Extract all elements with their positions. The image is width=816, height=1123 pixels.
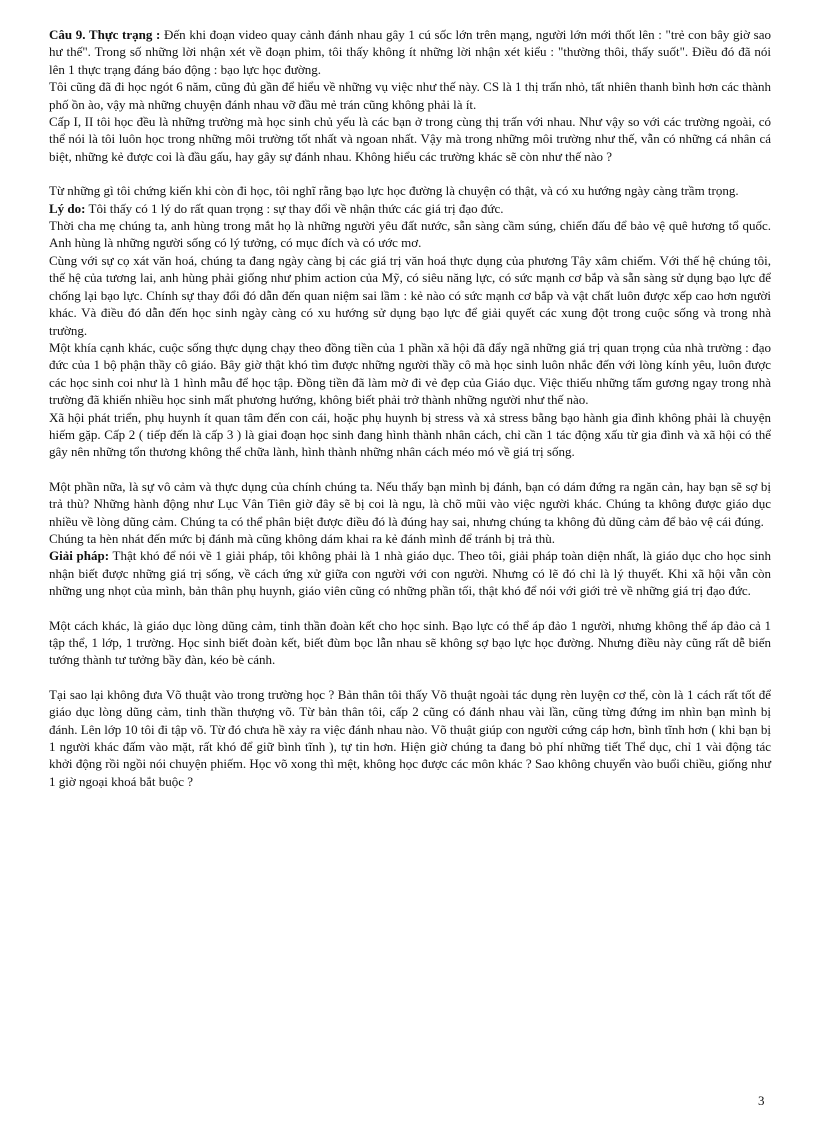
spacer — [49, 669, 771, 686]
paragraph: Chúng ta hèn nhát đến mức bị đánh mà cũng không dám khai ra kẻ đánh mình để tránh bị trả thù. — [49, 530, 555, 546]
paragraph-text: Đến khi đoạn video quay cảnh đánh nhau gây 1 cú sốc lớn trên mạng, người lớn mới thốt lên : "trẻ con bây giờ sao hư thế". Trong số những lời nhận xét về đoạn phim, tôi thấy không ít những lời nhận xét kiểu : "thường thôi, thấy suốt". Điều đó đã nói lên 1 thực trạng đáng báo động : bạo lực học đường. — [49, 27, 771, 77]
paragraph: Cấp I, II tôi học đều là những trường mà học sinh chủ yếu là các bạn ở trong cùng thị trấn với nhau. Như vậy so với các trường ngoài, có thể nói là tôi luôn học trong những môi trường tốt nhất và ngoan nhất. Vậy mà trong những môi trường như thế, vẫn có những cá nhân cá biệt, những kẻ được coi là đầu gấu, hay gây sự đánh nhau. Không hiểu các trường khác sẽ còn như thế nào ? — [49, 114, 771, 164]
paragraph-current-situation — [49, 26, 771, 78]
spacer — [49, 600, 771, 617]
label-current-situation: Câu 9. Thực trạng : — [49, 27, 161, 42]
label-solution: Giải pháp: — [49, 548, 110, 564]
spacer — [49, 165, 771, 182]
paragraph: Tôi cũng đã đi học ngót 6 năm, cũng đủ gần để hiểu về những vụ việc như thế này. CS là 1 thị trấn nhỏ, tất nhiên thanh bình hơn các thành phố ồn ào, vậy mà những chuyện đánh nhau vỡ đầu mẻ trán cũng không phải là ít. — [49, 79, 771, 112]
document-body — [49, 26, 771, 790]
paragraph: Cùng với sự cọ xát văn hoá, chúng ta đang ngày càng bị các giá trị văn hoá thực dụng của phương Tây xâm chiếm. Với thế hệ chúng tôi, thế hệ của tương lai, anh hùng phải giống như phim action của Mỹ, có siêu năng lực, có sức mạnh cơ bắp và sẵn sàng sử dụng bạo lực để chống lại bạo lực. Chính sự thay đổi đó dẫn đến quan niệm sai lầm : kẻ nào có sức mạnh cơ bắp và vật chất luôn được xếp cao hơn người khác. Và điều đó dẫn đến học sinh ngày càng có xu hướng sử dụng bạo lực để giải quyết các xung đột trong cuộc sống và trong nhà trường. — [49, 252, 771, 338]
paragraph: Từ những gì tôi chứng kiến khi còn đi học, tôi nghĩ rằng bạo lực học đường là chuyện có thật, và có xu hướng ngày càng trầm trọng. — [49, 183, 739, 199]
label-reason: Lý do: — [49, 200, 86, 216]
paragraph: Xã hội phát triển, phụ huynh ít quan tâm đến con cái, hoặc phụ huynh bị stress và xả stress bằng bạo hành gia đình không phải là chuyện hiếm gặp. Cấp 2 ( tiếp đến là cấp 3 ) là giai đoạn học sinh đang hình thành nhân cách, chỉ cần 1 tác động xấu từ gia đình và xã hội có thể gây nên những tổn thương không thể chữa lành, hình thành những nhân cách méo mó về giá trị sống. — [49, 409, 771, 460]
paragraph: Tại sao lại không đưa Võ thuật vào trong trường học ? Bản thân tôi thấy Võ thuật ngoài tác dụng rèn luyện cơ thể, còn là 1 cách rất tốt để giáo dục lòng dũng cảm, tinh thần thượng võ. Từ bản thân tôi, cấp 2 cũng có đánh nhau vài lần, cũng từng đứng im nhìn bạn mình bị đánh. Lên lớp 10 tôi đi tập võ. Từ đó chưa hề xảy ra việc đánh nhau nào. Võ thuật giúp con người cứng cáp hơn, bình tĩnh hơn ( khi bạn bị 1 người khác đấm vào mặt, rất khó để giữ bình tĩnh ), tự tin hơn. Hiện giờ chúng ta đang bỏ phí những tiết Thể dục, chỉ 1 vài động tác khởi động rồi ngồi nói chuyện phiếm. Học võ xong thì mệt, không học được các môn khác ? Sao không chuyển vào buổi chiều, giống như 1 giờ ngoại khoá bắt buộc ? — [49, 686, 771, 789]
spacer — [49, 461, 771, 478]
paragraph-text: Tôi thấy có 1 lý do rất quan trọng : sự thay đổi về nhận thức các giá trị đạo đức. — [85, 200, 504, 216]
paragraph-solution — [49, 547, 771, 599]
paragraph-text: Thật khó để nói về 1 giải pháp, tôi không phải là 1 nhà giáo dục. Theo tôi, giải pháp toàn diện nhất, là giáo dục cho học sinh nhận biết được những giá trị sống, về cách ứng xử giữa con người với con người. Nhưng có lẽ đó chỉ là lý thuyết. Khi xã hội vẫn còn những ung nhọt của mình, bản thân phụ huynh, giáo viên cũng có những phần tối, thật khó để nói với giới trẻ về những giá trị đạo đức. — [49, 548, 771, 599]
page-number: 3 — [758, 1093, 765, 1108]
paragraph-reason — [49, 200, 771, 217]
paragraph: Một phần nữa, là sự vô cảm và thực dụng của chính chúng ta. Nếu thấy bạn mình bị đánh, bạn có dám đứng ra ngăn cản, hay bạn sẽ sợ bị trả thù? Những hành động như Lục Vân Tiên giờ đây sẽ bị coi là ngu, là chõ mũi vào việc người khác. Chúng ta không được giáo dục nhiều về lòng dũng cảm. Chúng ta có thể phân biệt được điều đó là đúng hay sai, nhưng chúng ta không đủ dũng cảm để bảo vệ cái đúng. — [49, 478, 771, 529]
paragraph: Một cách khác, là giáo dục lòng dũng cảm, tinh thần đoàn kết cho học sinh. Bạo lực có thể áp đảo 1 người, nhưng không thể áp đảo cả 1 tập thể, 1 lớp, 1 trường. Học sinh biết đoàn kết, biết đùm bọc lẫn nhau sẽ không sợ bạo lực học đường. Nhưng điều này cũng rất dễ biến tướng thành tư tưởng bầy đàn, kéo bè cánh. — [49, 617, 771, 668]
paragraph: Một khía cạnh khác, cuộc sống thực dụng chạy theo đồng tiền của 1 phần xã hội đã đẩy ngã những giá trị quan trọng của nhà trường : đạo đức của 1 bộ phận thầy cô giáo. Bây giờ thật khó tìm được những người thầy cô mà học sinh luôn nhắc đến với lòng kính yêu, luôn được các học sinh coi như là 1 hình mẫu để học tập. Đồng tiền đã làm mờ đi vẻ đẹp của Giáo dục. Việc thiếu những tấm gương ngay trong nhà trường đã khiến nhiều học sinh mất phương hướng, không biết phải trở thành những người như thế nào. — [49, 339, 771, 408]
paragraph: Thời cha mẹ chúng ta, anh hùng trong mắt họ là những người yêu đất nước, sẵn sàng cầm súng, chiến đấu để bảo vệ quê hương tổ quốc. Anh hùng là những người sống có lý tưởng, có mục đích và có ước mơ. — [49, 218, 771, 251]
